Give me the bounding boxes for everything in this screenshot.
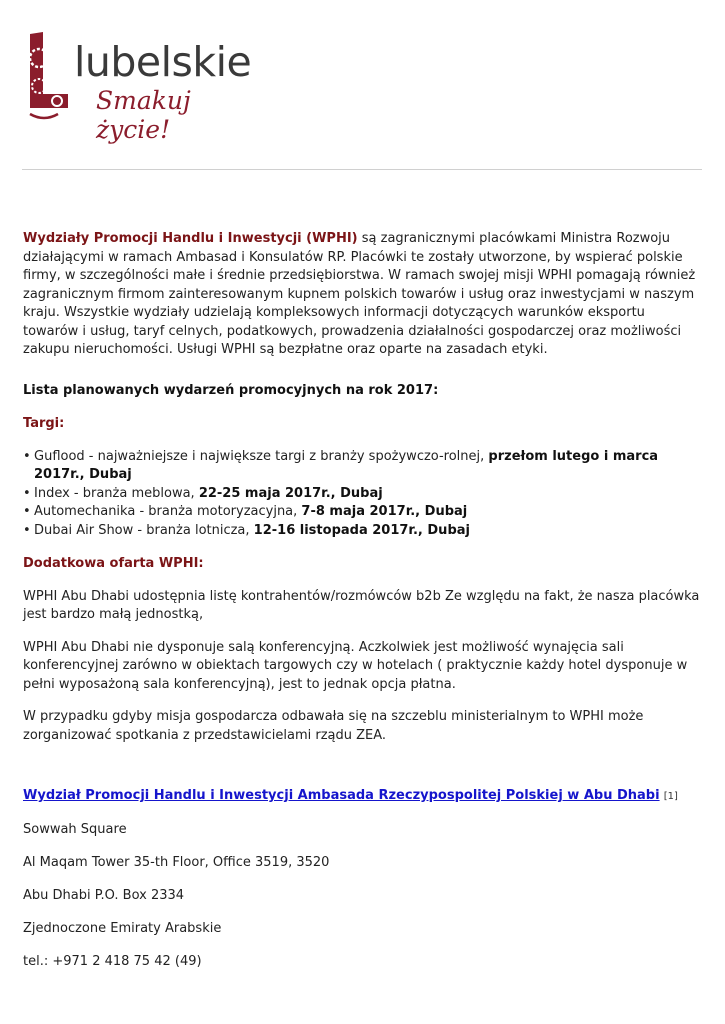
fairs-list [23,448,703,541]
intro-lead: Wydziały Promocji Handlu i Inwestycji (WPHI) [23,231,358,246]
fair-description: Automechanika - branża motoryzacyjna, [34,504,302,519]
article-body [23,230,703,986]
list-item [23,448,703,485]
fair-description: Index - branża meblowa, [34,485,199,501]
fair-description: Guflood - najważniejsze i największe targi z branży spożywczo-rolnej, [34,448,489,464]
offer-paragraph-3: W przypadku gdyby misja gospodarcza odbawała się na szczeblu ministerialnym to WPHI może zorganizować spotkania z przedstawicielami rządu ZEA. [23,709,644,743]
footnote-ref: [1] [663,791,678,802]
lubelskie-emblem-icon [24,28,74,124]
fairs-heading: Targi: [23,416,65,431]
fair-date: 7-8 maja 2017r., Dubaj [301,504,468,519]
fair-date: 12-16 listopada 2017r., Dubaj [253,522,470,538]
list-item [23,485,703,504]
address-line-4: Zjednoczone Emiraty Arabskie [23,920,222,936]
logo-tagline: Smakuj życie! [96,86,191,144]
events-heading: Lista planowanych wydarzeń promocyjnych na rok 2017: [23,382,439,398]
lubelskie-logo [24,24,264,144]
fair-date: 22-25 maja 2017r., Dubaj [198,485,383,501]
office-link-line [23,787,703,807]
offer-paragraph-1: WPHI Abu Dhabi udostępnia listę kontrahentów/rozmówców b2b Ze względu na fakt, że nasza placówka jest bardzo małą jednostką, [23,588,700,622]
offer-heading: Dodatkowa ofarta WPHI: [23,556,204,571]
offer-paragraph-2: WPHI Abu Dhabi nie dysponuje salą konferencyjną. Aczkolwiek jest możliwość wynajęcia sali konferencyjnej zarówno w obiektach targowych czy w hotelach ( praktycznie każdy hotel dysponuje w pełni wyposażoną sala konferencyjną), jest to jednak opcja płatna. [23,639,688,692]
header-divider [22,169,702,170]
address-line-1: Sowwah Square [23,821,127,837]
office-link[interactable]: Wydział Promocji Handlu i Inwestycji Ambasada Rzeczypospolitej Polskiej w Abu Dhabi [23,788,660,803]
intro-paragraph [23,230,703,360]
list-item [23,522,703,541]
fair-description: Dubai Air Show - branża lotnicza, [34,522,254,538]
intro-text: są zagranicznymi placówkami Ministra Rozwoju działającymi w ramach Ambasad i Konsulatów RP. Placówki te zostały utworzone, by wspierać polskie firmy, w szczególności małe i średnie przedsiębiorstwa. W ramach swojej misji WPHI pomagają również zagranicznym firmom zainteresowanym kupnem polskich towarów i usług oraz inwestycjami w naszym kraju. Wszystkie wydziały udzielają kompleksowych informacji dotyczących warunków eksportu towarów i usług, taryf celnych, podatkowych, prowadzenia działalności gospodarczej oraz możliwości zakupu nieruchomości. Usługi WPHI są bezpłatne oraz oparte na zasadach etyki. [23,231,696,357]
address-line-2: Al Maqam Tower 35-th Floor, Office 3519, 3520 [23,854,330,870]
list-item [23,503,703,522]
address-line-3: Abu Dhabi P.O. Box 2334 [23,887,185,903]
phone-line: tel.: +971 2 418 75 42 (49) [23,953,202,969]
logo-wordmark: lubelskie [74,38,252,86]
fair-date: przełom lutego i marca 2017r., Dubaj [34,448,659,482]
